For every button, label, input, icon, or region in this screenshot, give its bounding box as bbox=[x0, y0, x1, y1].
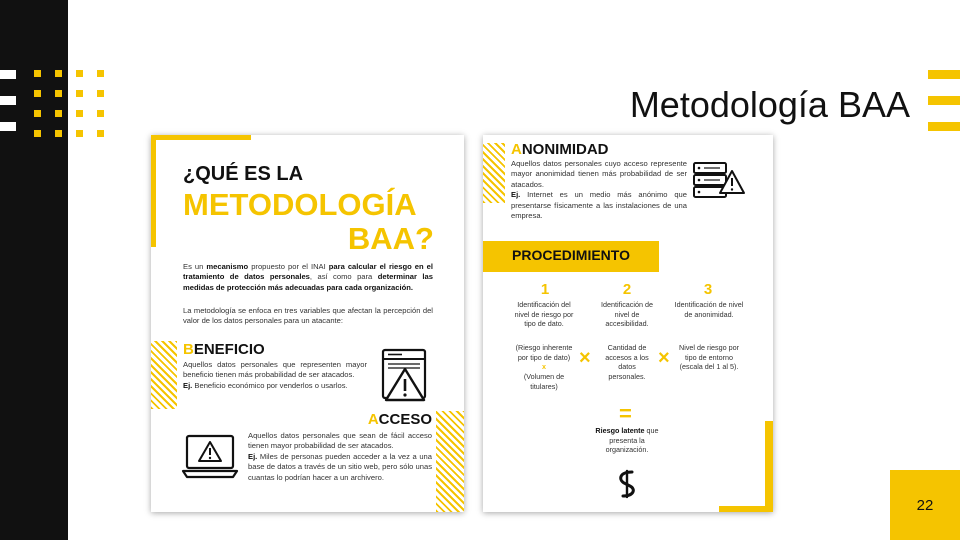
formula-col-3: Nivel de riesgo por tipo de entorno (escala del 1 al 5). bbox=[679, 343, 739, 372]
hatch-acceso bbox=[436, 411, 464, 512]
step-2-number: 2 bbox=[622, 281, 632, 298]
intro-paragraph-2: La metodología se enfoca en tres variables que afectan la percepción del valor de los datos personales para un atacante: bbox=[183, 306, 433, 326]
equals-mark: = bbox=[619, 401, 632, 426]
step-1-text: Identificación del nivel de riesgo por tipo de dato. bbox=[514, 300, 574, 329]
step-3-number: 3 bbox=[703, 281, 713, 298]
corner-bar-top bbox=[151, 135, 251, 140]
right-page-document bbox=[483, 135, 773, 512]
step-3-text: Identificación de nivel de anonimidad. bbox=[674, 300, 744, 319]
hatch-beneficio bbox=[151, 341, 177, 409]
corner-bar-right bbox=[765, 421, 773, 512]
procedimiento-title: PROCEDIMIENTO bbox=[512, 247, 630, 263]
yellow-stripe-2 bbox=[928, 96, 960, 105]
slide-title: Metodología BAA bbox=[629, 84, 910, 125]
beneficio-text: Aquellos datos personales que representen mayor beneficio tienen más probabilidad de ser atacados. Ej. Beneficio económico por venderlos o usarlos. bbox=[183, 360, 367, 390]
corner-bar-bottom bbox=[719, 506, 773, 512]
left-page-document bbox=[151, 135, 464, 512]
corner-bar-left bbox=[151, 135, 156, 247]
intro-paragraph: Es un mecanismo propuesto por el INAI para calcular el riesgo en el tratamiento de datos personales, así como para determinar las medidas de protección más adecuadas para cada organización. bbox=[183, 262, 433, 292]
white-stripe-1 bbox=[0, 70, 16, 79]
anonimidad-title: ANONIMIDAD bbox=[511, 141, 609, 158]
times-mark-1: × bbox=[579, 347, 591, 369]
white-stripe-2 bbox=[0, 96, 16, 105]
heading-line-3: BAA? bbox=[347, 221, 434, 256]
yellow-stripe-3 bbox=[928, 122, 960, 131]
formula-col-2: Cantidad de accesos a los datos personales. bbox=[605, 343, 649, 382]
s-logo-icon bbox=[614, 469, 640, 499]
times-mark-2: × bbox=[658, 347, 670, 369]
step-1-number: 1 bbox=[540, 281, 550, 298]
laptop-warning-icon bbox=[181, 433, 239, 481]
beneficio-title: BENEFICIO bbox=[183, 341, 265, 358]
page-number: 22 bbox=[890, 470, 960, 540]
yellow-stripe-1 bbox=[928, 70, 960, 79]
step-2-text: Identificación de nivel de accesibilidad. bbox=[601, 300, 653, 329]
browser-warning-icon bbox=[380, 347, 430, 403]
white-stripe-3 bbox=[0, 122, 16, 131]
anonimidad-text: Aquellos datos personales cuyo acceso represente mayor anonimidad tienen más probabilidad de ser atacados. Ej. Internet es un medio más anónimo que presentarse físicamente a las instalaciones de una empresa. bbox=[511, 159, 687, 221]
acceso-text: Aquellos datos personales que sean de fácil acceso tienen mayor probabilidad de ser atacados. Ej. Miles de personas pueden acceder a la vez a una base de datos a través de un sitio web, pero sólo unas cuantas lo podrían hacer a un archivero. bbox=[248, 431, 432, 482]
heading-line-2: METODOLOGÍA bbox=[183, 187, 417, 222]
heading-line-1: ¿QUÉ ES LA bbox=[183, 163, 304, 185]
result-text: Riesgo latente que presenta la organización. bbox=[595, 426, 659, 455]
left-black-bar bbox=[0, 0, 68, 540]
formula-col-1: (Riesgo inherente por tipo de dato) x (Volumen de titulares) bbox=[515, 343, 573, 391]
server-warning-icon bbox=[692, 161, 746, 201]
hatch-anonimidad bbox=[483, 143, 505, 203]
acceso-title: ACCESO bbox=[367, 411, 432, 428]
